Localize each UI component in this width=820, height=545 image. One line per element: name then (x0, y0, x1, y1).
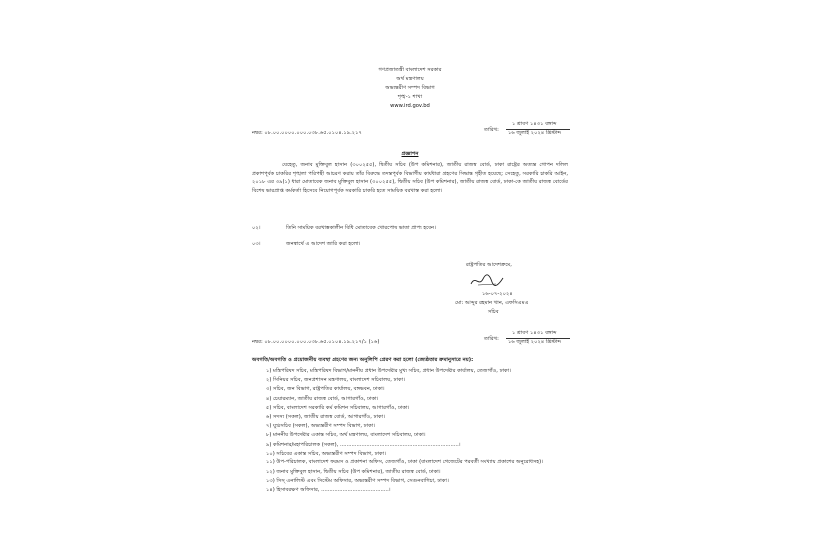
division-name: অভ্যন্তরীণ সম্পদ বিভাগ (385, 85, 435, 91)
list-item: ৪) চেয়ারম্যান, জাতীয় রাজস্ব বোর্ড, আগারগাঁও, ঢাকা। (266, 395, 379, 402)
list-item: ১৩) সিস্ এনালিস্ট এবং সিস্টেম অফিসার, অভ্যন্তরীণ সম্পদ বিভাগ, সেগুনবাগিচা, ঢাকা। (266, 478, 449, 485)
english-date-2: ১৬ জুলাই ২০২৪ খ্রিস্টাব্দ (508, 339, 562, 345)
section-name: শৃঙ্খ-১ শাখা (397, 94, 423, 100)
list-item: ৩) সচিব, জন বিভাগ, রাষ্ট্রপতির কার্যালয়, বঙ্গভবন, ঢাকা। (266, 386, 385, 393)
signatory-name: মো: আব্দুর রহমান খান, এফসিএমএ (455, 300, 529, 306)
distribution-heading: অবগতি/অবগতি ও প্রয়োজনীয় ব্যবস্থা গ্রহণের জন্য অনুলিপি প্রেরণ করা হলো (জ্যেষ্ঠতার ক্রমানুসারে নয়): (252, 357, 474, 363)
page-title: প্রজ্ঞাপন (401, 151, 419, 157)
paragraph-3-number: ০৩। (252, 241, 261, 247)
list-item: ১০) সচিবের একান্ত সচিব, অভ্যন্তরীণ সম্পদ বিভাগ, ঢাকা। (266, 450, 387, 457)
list-item: ৫) সচিব, বাংলাদেশ সরকারি কর্ম কমিশন সচিবালয়, আগারগাঁও, ঢাকা। (266, 404, 410, 411)
list-item: ৭) যুগ্মসচিব (সকল), অভ্যন্তরীণ সম্পদ বিভাগ, ঢাকা। (266, 423, 376, 430)
list-item: ১৪) হিসাবরক্ষণ অফিসার, .........................................। (266, 487, 391, 494)
paragraph-2-number: ০২। (252, 225, 261, 231)
date-label-2: তারিখ: (484, 336, 499, 342)
website-link[interactable]: www.ird.gov.bd (390, 103, 430, 109)
list-item: ১১) উপ-পরিচালক, বাংলাদেশ ফরমস ও প্রকাশনা অফিস, তেজগাঁও, ঢাকা (বাংলাদেশ গেজেটের পরবর্তী সংখ্যায় প্রকাশের অনুরোধসহ)। (266, 459, 543, 466)
bangla-date: ১ শ্রাবণ ১৪৩১ বঙ্গাব্দ (512, 121, 557, 127)
list-item: ১২) জনাব মুক্তিবুল হাসান, দ্বিতীয় সচিব (উপ কমিশনার), জাতীয় রাজস্ব বোর্ড, ঢাকা। (266, 469, 441, 476)
distribution-list (266, 367, 566, 496)
list-item: ৬) সদস্য (সকল), জাতীয় রাজস্ব বোর্ড, আগারগাঁও, ঢাকা। (266, 414, 385, 421)
signature-image (468, 272, 506, 290)
government-name: গণপ্রজাতন্ত্রী বাংলাদেশ সরকার (378, 67, 442, 73)
ministry-name: অর্থ মন্ত্রণালয় (396, 76, 424, 82)
paragraph-1: যেহেতু, জনাব মুক্তিবুল হাসান (৩০০২৫৫), দ্বিতীয় সচিব (উপ কমিশনার), জাতীয় রাজস্ব বোর্ড, ঢাকা রাষ্ট্রের অত্যন্ত গোপন দলিল প্রকাশপূর্বক চাকরির শৃঙ্খলা পরিপন্থী আচরণ করায় তাঁর বিরুদ্ধে তদন্তপূর্বক বিভাগীয় কার্যধারা গ্রহণের সিদ্ধান্ত গৃহীত হয়েছে; সেহেতু, সরকারি চাকরি আইন, ২০১৮ এর ৩৯(১) ধারা মোতাবেক জনাব মুক্তিবুল হাসান (৩০০২৫৫), দ্বিতীয় সচিব (উপ কমিশনার), জাতীয় রাজস্ব বোর্ড, ঢাকা-কে জাতীয় রাজস্ব বোর্ডের বিশেষ ভারপ্রাপ্ত কর্মকর্তা হিসেবে নিয়োগপূর্বক সরকারি চাকরি হতে সাময়িক বরখাস্ত করা হলো। (252, 162, 568, 194)
order-line: রাষ্ট্রপতির আদেশক্রমে, (466, 262, 512, 268)
list-item: ৯) কমিশনার/মহাপরিচালক (সকল), ........................................................................। (266, 441, 461, 448)
signatory-designation: সচিব (488, 309, 499, 315)
date-label: তারিখ: (484, 127, 499, 133)
list-item: ৮) মাননীয় উপদেষ্টার একান্ত সচিব, অর্থ মন্ত্রণালয়, বাংলাদেশ সচিবালয়, ঢাকা। (266, 432, 426, 439)
memo-number-2: নম্বর: ০৮.০০.০০০০.০০০.০৩৮.৬৫.০১০৪.১৯.২১৭/১ (১৬) (252, 339, 380, 345)
list-item: ১) মন্ত্রিপরিষদ সচিব, মন্ত্রিপরিষদ বিভাগ/মাননীয় প্রধান উপদেষ্টার মুখ্য সচিব, প্রধান উপদেষ্টার কার্যালয়, তেজগাঁও, ঢাকা। (266, 368, 512, 374)
english-date: ১৬ জুলাই ২০২৪ খ্রিস্টাব্দ (508, 130, 562, 136)
paragraph-3-text: জনস্বার্থে এ আদেশ জারি করা হলো। (286, 241, 361, 247)
signature-date: ১৬-০৭-২০২৪ (482, 291, 513, 297)
memo-number: নম্বর: ০৮.০০.০০০০.০০০.০৩৮.৬৫.০১০৪.১৯.২১৭ (252, 130, 362, 136)
bangla-date-2: ১ শ্রাবণ ১৪৩১ বঙ্গাব্দ (512, 330, 557, 336)
paragraph-2-text: তিনি সাময়িক বরখাস্তকালীন বিধি মোতাবেক খোরপোষ ভাতা প্রাপ্য হবেন। (286, 225, 436, 231)
list-item: ২) সিনিয়র সচিব, জনপ্রশাসন মন্ত্রণালয়, বাংলাদেশ সচিবালয়, ঢাকা। (266, 377, 405, 384)
